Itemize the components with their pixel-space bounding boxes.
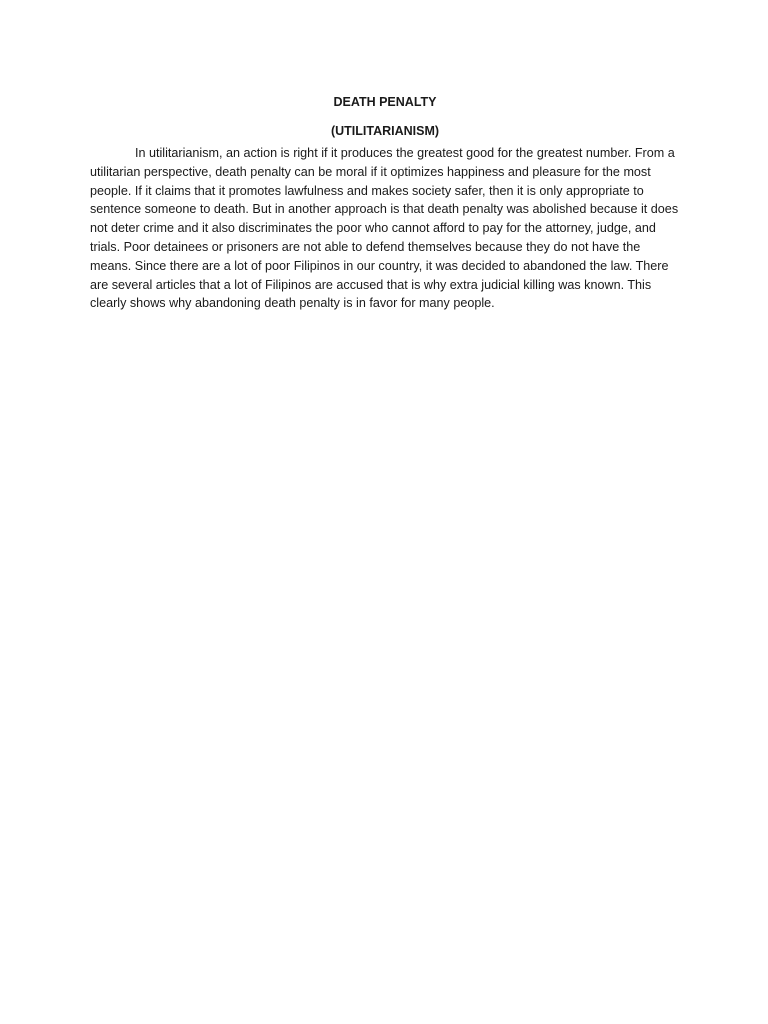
document-title: DEATH PENALTY <box>333 95 437 109</box>
document-content <box>90 94 680 313</box>
body-paragraph: In utilitarianism, an action is right if it produces the greatest good for the greatest number. From a utilitarian perspective, death penalty can be moral if it optimizes happiness and pleasure for the most people. If it claims that it promotes lawfulness and makes society safer, then it is only appropriate to sentence someone to death. But in another approach is that death penalty was abolished because it does not deter crime and it also discriminates the poor who cannot afford to pay for the attorney, judge, and trials. Poor detainees or prisoners are not able to defend themselves because they do not have the means. Since there are a lot of poor Filipinos in our country, it was decided to abandoned the law. There are several articles that a lot of Filipinos are accused that is why extra judicial killing was known. This clearly shows why abandoning death penalty is in favor for many people. <box>90 146 679 311</box>
document-subtitle: (UTILITARIANISM) <box>330 124 440 138</box>
